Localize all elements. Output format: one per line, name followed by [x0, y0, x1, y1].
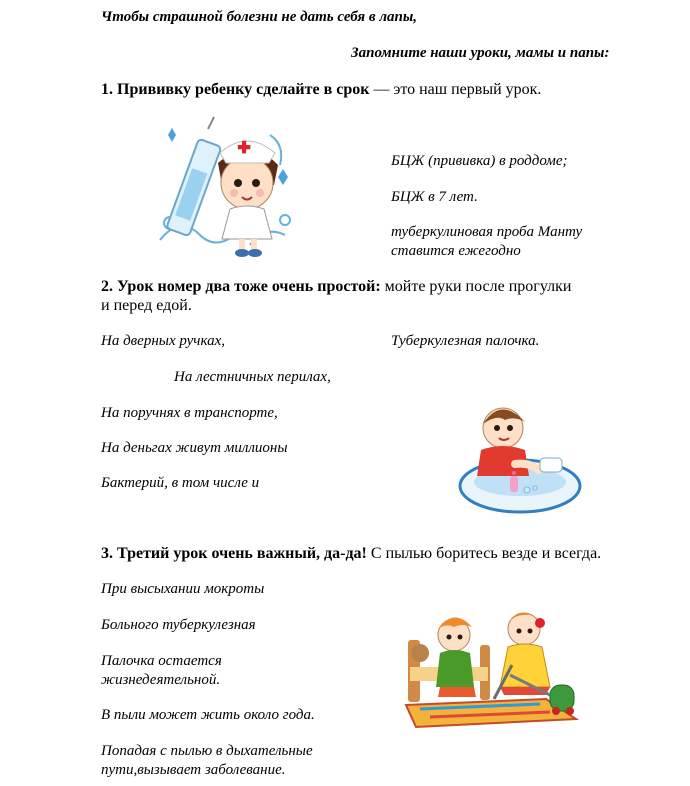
lesson-2-line-4: На деньгах живут миллионы: [101, 440, 288, 456]
lesson-3-line-5: В пыли может жить около года.: [101, 707, 315, 723]
lesson-1-heading-bold: 1. Прививку ребенку сделайте в срок: [101, 81, 370, 98]
lesson-1-heading-rest: — это наш первый урок.: [369, 81, 542, 98]
lesson-2-heading-rest: мойте руки после прогулки: [380, 278, 572, 295]
lesson-3-heading-bold: 3. Третий урок очень важный, да-да!: [101, 545, 367, 562]
lesson-3-line-2: Больного туберкулезная: [101, 617, 256, 633]
lesson-2-line-3: На поручнях в транспорте,: [101, 405, 278, 421]
lesson-1-heading: [101, 80, 541, 99]
lesson-3-heading-rest: С пылью боритесь везде и всегда.: [366, 545, 602, 562]
lesson-2-heading-bold: 2. Урок номер два тоже очень простой:: [101, 278, 381, 295]
lesson-2-line-5: Бактерий, в том числе и: [101, 475, 260, 491]
lesson-1-item-1: БЦЖ (прививка) в роддоме;: [391, 153, 568, 169]
lesson-3-line-1: При высыхании мокроты: [101, 581, 265, 597]
lesson-2-line-1: На дверных ручках,: [101, 333, 226, 349]
lesson-1-item-2: БЦЖ в 7 лет.: [391, 189, 478, 205]
kids-cleaning-illustration: [400, 605, 585, 730]
lesson-2-heading-line-2: и перед едой.: [101, 297, 192, 314]
lesson-1-item-4: ставится ежегодно: [391, 243, 521, 259]
lesson-2-aside: Туберкулезная палочка.: [391, 333, 540, 349]
lesson-2-line-2: На лестничных перилах,: [174, 369, 331, 385]
intro-line-2: Запомните наши уроки, мамы и папы:: [351, 45, 610, 61]
lesson-2-heading: [101, 277, 571, 296]
lesson-3-line-6: Попадая с пылью в дыхательные: [101, 743, 313, 759]
lesson-3-line-4: жизнедеятельной.: [101, 672, 221, 688]
lesson-3-line-7: пути,вызывает заболевание.: [101, 762, 286, 778]
boy-washing-hands-illustration: [455, 398, 585, 518]
nurse-with-syringe-illustration: [150, 115, 300, 260]
lesson-3-line-3: Палочка остается: [101, 653, 222, 669]
lesson-1-item-3: туберкулиновая проба Манту: [391, 224, 583, 240]
lesson-3-heading: [101, 544, 601, 563]
intro-line-1: Чтобы страшной болезни не дать себя в лапы,: [101, 9, 418, 25]
